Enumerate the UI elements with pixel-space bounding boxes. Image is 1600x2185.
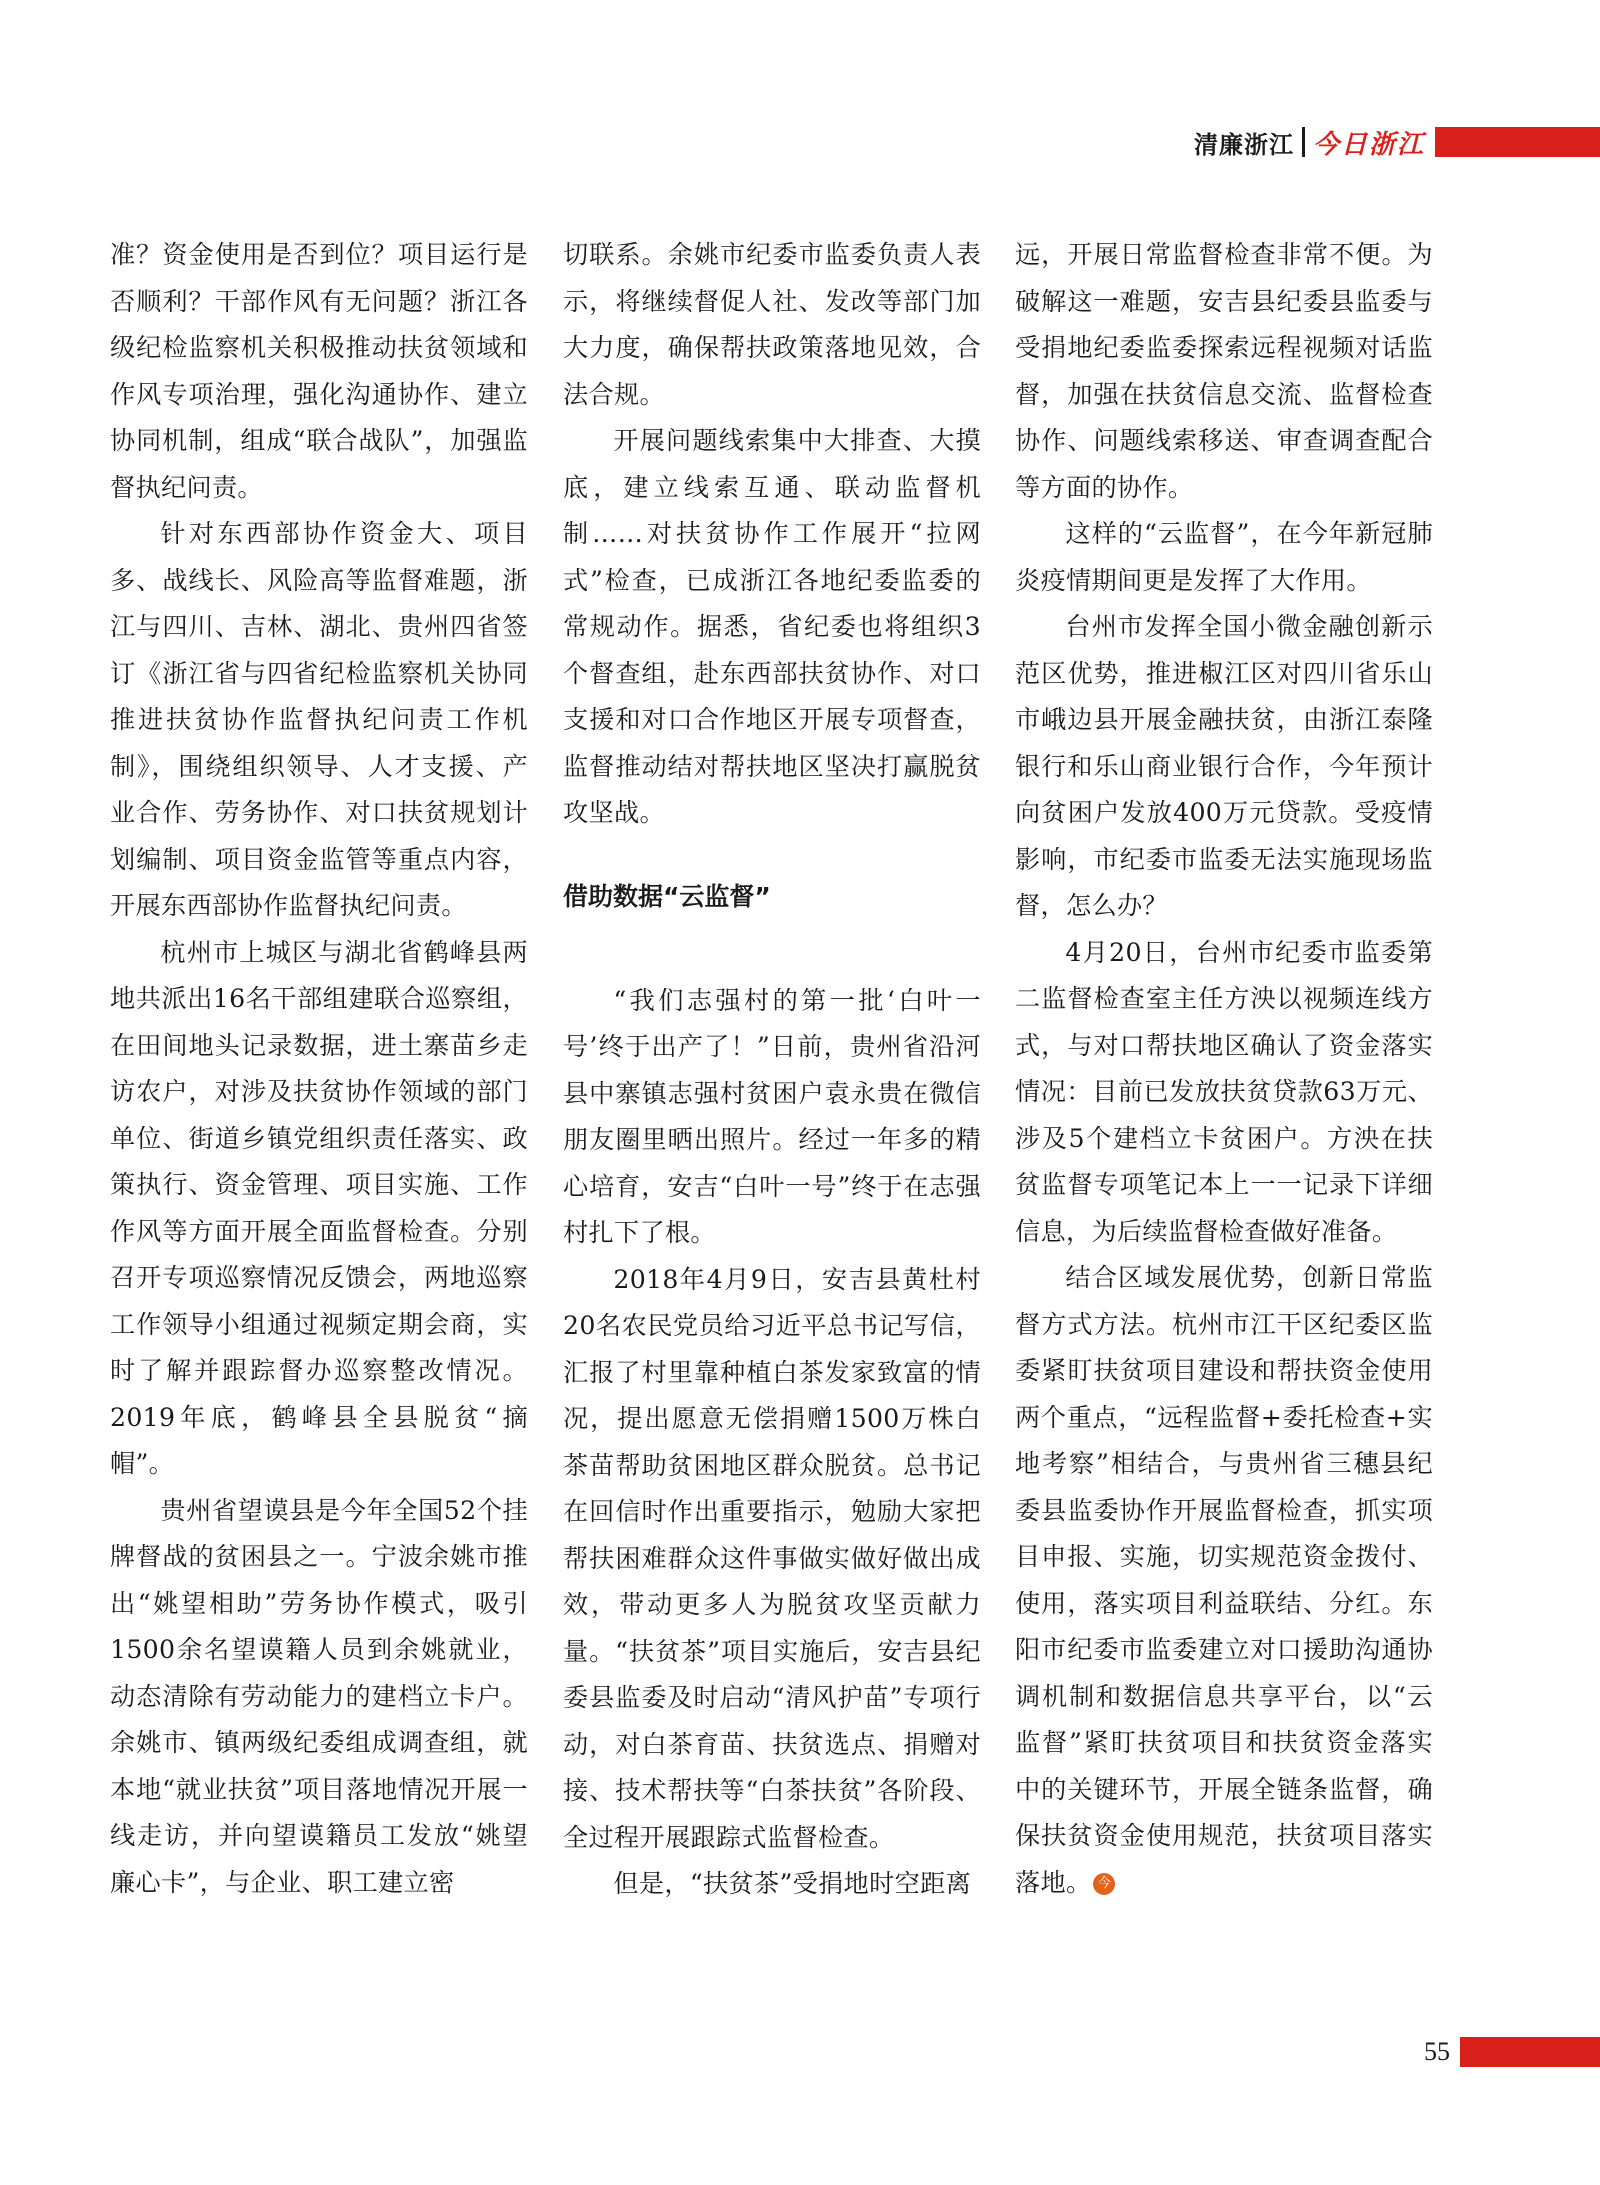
page-header — [1194, 124, 1600, 160]
subheading: 借助数据“云监督” — [563, 881, 771, 911]
section-title: 清廉浙江 — [1193, 130, 1294, 159]
paragraph: 但是，“扶贫茶”受捐地时空距离 — [613, 1869, 972, 1898]
paragraph: 贵州省望谟县是今年全国52个挂牌督战的贫困县之一。宁波余姚市推出“姚望相助”劳务协作模式，吸引1500余名望谟籍人员到余姚就业，动态清除有劳动能力的建档立卡户。余姚市、镇两级纪委组成调查组，就本地“就业扶贫”项目落地情况开展一线走访，并向望谟籍员工发放“姚望廉心卡”，与企业、职工建立密 — [110, 1495, 528, 1897]
page-number: 55 — [1424, 2037, 1450, 2066]
header-red-bar — [1435, 127, 1600, 157]
column-1 — [110, 232, 528, 1906]
paragraph: 这样的“云监督”，在今年新冠肺炎疫情期间更是发挥了大作用。 — [1015, 519, 1433, 595]
header-divider — [1302, 127, 1305, 157]
paragraph: 开展问题线索集中大排查、大摸底，建立线索互通、联动监督机制……对扶贫协作工作展开“拉网式”检查，已成浙江各地纪委监委的常规动作。据悉，省纪委也将组织3个督查组，赴东西部扶贫协作、对口支援和对口合作地区开展专项督查，监督推动结对帮扶地区坚决打赢脱贫攻坚战。 — [563, 426, 981, 827]
column-3 — [1015, 232, 1433, 1906]
paragraph: 针对东西部协作资金大、项目多、战线长、风险高等监督难题，浙江与四川、吉林、湖北、贵州四省签订《浙江省与四省纪检监察机关协同推进扶贫协作监督执纪问责工作机制》，围绕组织领导、人才支援、产业合作、劳务协作、对口扶贫规划计划编制、项目资金监管等重点内容，开展东西部协作监督执纪问责。 — [110, 519, 528, 920]
paragraph-text: 结合区域发展优势，创新日常监督方式方法。杭州市江干区纪委区监委紧盯扶贫项目建设和帮扶资金使用两个重点，“远程监督+委托检查+实地考察”相结合，与贵州省三穗县纪委县监委协作开展监督检查，抓实项目申报、实施，切实规范资金拨付、使用，落实项目利益联结、分红。东阳市纪委市监委建立对口援助沟通协调机制和数据信息共享平台，以“云监督”紧盯扶贫项目和扶贫资金落实中的关键环节，开展全链条监督，确保扶贫资金使用规范，扶贫项目落实落地。 — [1015, 1263, 1433, 1897]
magazine-logo: 今日浙江 — [1312, 129, 1425, 160]
end-mark-icon: 今 — [1093, 1873, 1115, 1895]
footer-red-bar — [1460, 2037, 1600, 2067]
paragraph: “我们志强村的第一批‘白叶一号’终于出产了！”日前，贵州省沿河县中寨镇志强村贫困户袁永贵在微信朋友圈里晒出照片。经过一年多的精心培育，安吉“白叶一号”终于在志强村扎下了根。 — [563, 985, 981, 1247]
page-footer — [1424, 2036, 1600, 2068]
paragraph-final — [1015, 1255, 1433, 1906]
paragraph: 4月20日，台州市纪委市监委第二监督检查室主任方泱以视频连线方式，与对口帮扶地区确认了资金落实情况：目前已发放扶贫贷款63万元、涉及5个建档立卡贫困户。方泱在扶贫监督专项笔记本上一一记录下详细信息，为后续监督检查做好准备。 — [1015, 937, 1433, 1246]
column-2 — [563, 232, 981, 1908]
paragraph: 准？资金使用是否到位？项目运行是否顺利？干部作风有无问题？浙江各级纪检监察机关积极推动扶贫领域和作风专项治理，强化沟通协作、建立协同机制，组成“联合战队”，加强监督执纪问责。 — [110, 240, 528, 502]
paragraph: 台州市发挥全国小微金融创新示范区优势，推进椒江区对四川省乐山市峨边县开展金融扶贫，由浙江泰隆银行和乐山商业银行合作，今年预计向贫困户发放400万元贷款。受疫情影响，市纪委市监委无法实施现场监督，怎么办？ — [1015, 612, 1433, 920]
paragraph: 远，开展日常监督检查非常不便。为破解这一难题，安吉县纪委县监委与受捐地纪委监委探索远程视频对话监督，加强在扶贫信息交流、监督检查协作、问题线索移送、审查调查配合等方面的协作。 — [1015, 240, 1433, 502]
paragraph: 2018年4月9日，安吉县黄杜村20名农民党员给习近平总书记写信，汇报了村里靠种植白茶发家致富的情况，提出愿意无偿捐赠1500万株白茶苗帮助贫困地区群众脱贫。总书记在回信时作出重要指示，勉励大家把帮扶困难群众这件事做实做好做出成效，带动更多人为脱贫攻坚贡献力量。“扶贫茶”项目实施后，安吉县纪委县监委及时启动“清风护苗”专项行动，对白茶育苗、扶贫选点、捐赠对接、技术帮扶等“白茶扶贫”各阶段、全过程开展跟踪式监督检查。 — [563, 1264, 981, 1852]
paragraph: 切联系。余姚市纪委市监委负责人表示，将继续督促人社、发改等部门加大力度，确保帮扶政策落地见效，合法合规。 — [563, 240, 981, 409]
paragraph: 杭州市上城区与湖北省鹤峰县两地共派出16名干部组建联合巡察组，在田间地头记录数据，进土寨苗乡走访农户，对涉及扶贫协作领域的部门单位、街道乡镇党组织责任落实、政策执行、资金管理、项目实施、工作作风等方面开展全面监督检查。分别召开专项巡察情况反馈会，两地巡察工作领导小组通过视频定期会商，实时了解并跟踪督办巡察整改情况。2019年底，鹤峰县全县脱贫“摘帽”。 — [110, 937, 528, 1478]
